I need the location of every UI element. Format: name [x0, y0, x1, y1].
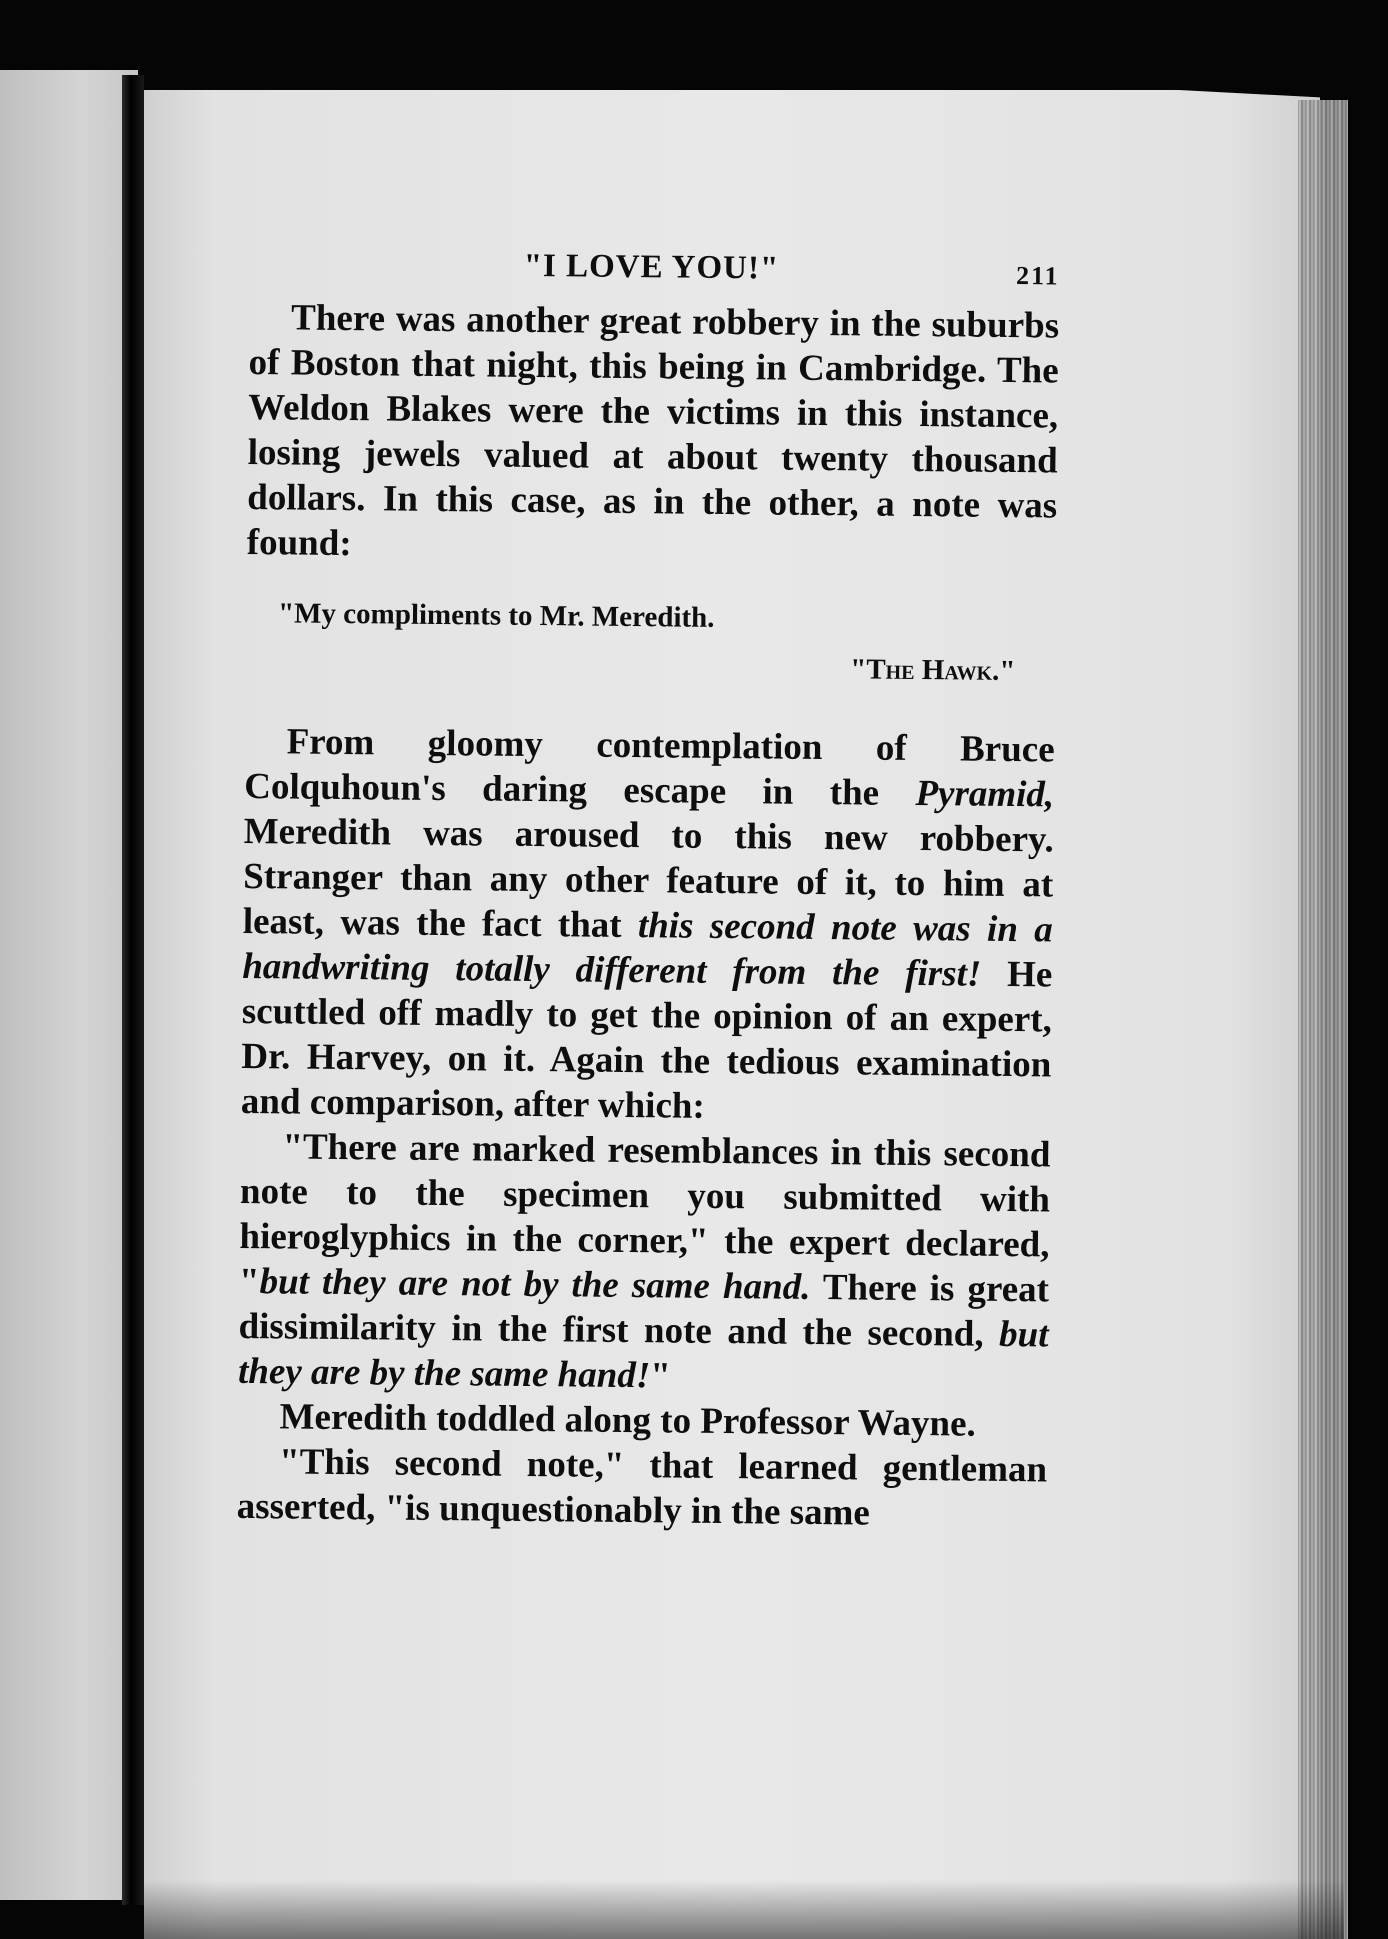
paragraph-3 — [238, 1124, 1051, 1402]
running-title: "I LOVE YOU!" — [523, 247, 780, 287]
p3-italic-1: but they are not by the same hand. — [259, 1261, 811, 1308]
p2-text-c: He scuttled off madly to get the opinion of an expert, Dr. Harvey, on it. Again the tedious examination and comparison, after which: — [240, 953, 1053, 1127]
p3-text-a: "There are marked resemblances in this second note to the specimen you submitted with hieroglyphics in the corner," the expert declared, " — [238, 1126, 1051, 1303]
page-edge-stack — [1298, 100, 1348, 1939]
p2-text-a: From gloomy contemplation of Bruce Colquhoun's daring escape in the — [244, 721, 1055, 814]
paragraph-1: There was another great robbery in the suburbs of Boston that night, this being in Cambridge. The Weldon Blakes were the victims in this instance, losing jewels valued at about twenty thousand dollars. In this case, as in the other, a note was found: — [246, 297, 1060, 565]
bottom-shadow — [144, 1880, 1344, 1939]
page-header — [249, 235, 1060, 303]
p3-italic-2: but they are by the same hand! — [237, 1313, 1049, 1397]
p3-text-b: There is great dissimilarity in the first note and the second, — [238, 1266, 1050, 1355]
page-text — [236, 235, 1060, 1537]
paragraph-2 — [241, 719, 1055, 1132]
p3-text-c: " — [650, 1355, 671, 1397]
note-line: "My compliments to Mr. Meredith. — [277, 597, 715, 634]
paragraph-5: "This second note," that learned gentleman asserted, "is unquestionably in the same — [236, 1441, 1048, 1534]
note-signature: "The Hawk." — [850, 653, 1016, 688]
p2-text-b: Meredith was aroused to this new robbery. Stranger than any other feature of it, to him at least, was the fact that — [242, 810, 1054, 947]
paragraph-4: Meredith toddled along to Professor Wayne. — [279, 1396, 976, 1445]
book-gutter — [122, 75, 144, 1905]
left-page-margin — [0, 70, 138, 1900]
p2-italic-emphasis: this second note was in a handwriting totally different from the first! — [242, 905, 1053, 995]
page-number: 211 — [1015, 261, 1060, 291]
p2-italic-pyramid: Pyramid, — [915, 773, 1055, 816]
quoted-note — [245, 593, 1056, 691]
